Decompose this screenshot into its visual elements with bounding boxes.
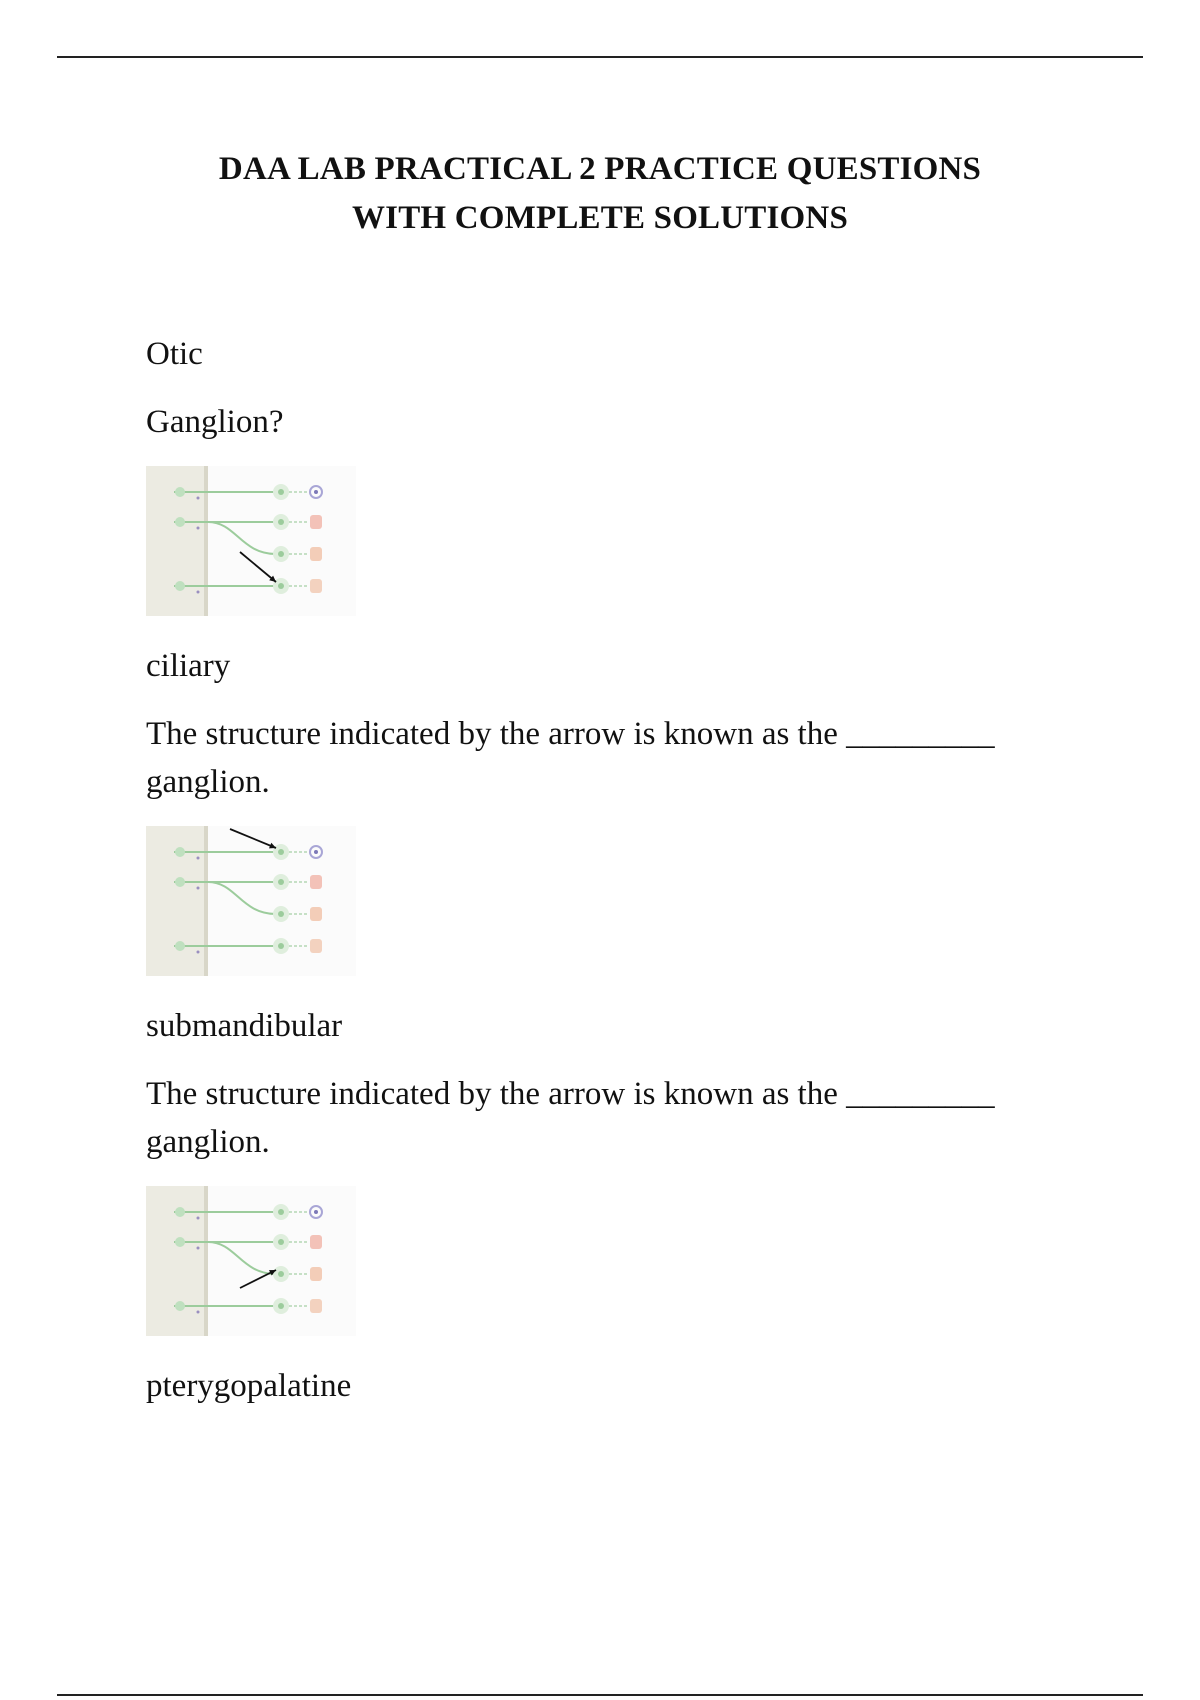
question-text: Ganglion? bbox=[146, 404, 284, 440]
answer-text: submandibular bbox=[146, 1008, 343, 1044]
neuron-body bbox=[175, 877, 185, 887]
neuron-dot bbox=[197, 857, 200, 860]
eye-pupil bbox=[314, 1210, 318, 1214]
question-line-2: ganglion. bbox=[146, 1124, 270, 1160]
ganglion-core bbox=[278, 1303, 284, 1309]
ganglion-core bbox=[278, 879, 284, 885]
ganglion-core bbox=[278, 1271, 284, 1277]
ganglion-core bbox=[278, 911, 284, 917]
ganglia-diagram-icon bbox=[146, 466, 356, 616]
neuron-dot bbox=[197, 1247, 200, 1250]
document-title bbox=[100, 145, 1100, 243]
eye-pupil bbox=[314, 490, 318, 494]
neuron-body bbox=[175, 847, 185, 857]
question-text bbox=[146, 710, 1086, 806]
column-edge bbox=[204, 1186, 208, 1336]
gland-target-icon bbox=[310, 1235, 322, 1249]
neuron-body bbox=[175, 1237, 185, 1247]
neuron-body bbox=[175, 1207, 185, 1217]
header-rule bbox=[57, 56, 1143, 58]
ganglion-core bbox=[278, 489, 284, 495]
neuron-dot bbox=[197, 497, 200, 500]
neuron-dot bbox=[197, 951, 200, 954]
column-edge bbox=[204, 826, 208, 976]
gland-target-icon bbox=[310, 907, 322, 921]
question-line-1: The structure indicated by the arrow is known as the _________ bbox=[146, 1076, 995, 1112]
neuron-body bbox=[175, 581, 185, 591]
ganglion-core bbox=[278, 849, 284, 855]
question-line-1: The structure indicated by the arrow is known as the _________ bbox=[146, 716, 995, 752]
column-edge bbox=[204, 466, 208, 616]
ganglion-core bbox=[278, 1239, 284, 1245]
neuron-body bbox=[175, 1301, 185, 1311]
gland-target-icon bbox=[310, 515, 322, 529]
gland-target-icon bbox=[310, 1267, 322, 1281]
ganglion-core bbox=[278, 519, 284, 525]
neuron-body bbox=[175, 941, 185, 951]
neuron-body bbox=[175, 517, 185, 527]
gland-target-icon bbox=[310, 939, 322, 953]
ganglion-core bbox=[278, 943, 284, 949]
ganglia-diagram-icon bbox=[146, 1186, 356, 1336]
neuron-dot bbox=[197, 887, 200, 890]
ganglion-core bbox=[278, 583, 284, 589]
question-line-2: ganglion. bbox=[146, 764, 270, 800]
answer-text: pterygopalatine bbox=[146, 1368, 352, 1404]
neuron-dot bbox=[197, 527, 200, 530]
document-body bbox=[146, 330, 1086, 1410]
question-text bbox=[146, 1070, 1086, 1166]
title-line-2: WITH COMPLETE SOLUTIONS bbox=[351, 200, 849, 236]
ganglia-diagram-icon bbox=[146, 826, 356, 976]
gland-target-icon bbox=[310, 1299, 322, 1313]
ganglion-core bbox=[278, 551, 284, 557]
neuron-body bbox=[175, 487, 185, 497]
gland-target-icon bbox=[310, 875, 322, 889]
neuron-dot bbox=[197, 1311, 200, 1314]
gland-target-icon bbox=[310, 547, 322, 561]
answer-text: Otic bbox=[146, 336, 203, 372]
ganglion-core bbox=[278, 1209, 284, 1215]
neuron-dot bbox=[197, 591, 200, 594]
gland-target-icon bbox=[310, 579, 322, 593]
footer-rule bbox=[57, 1694, 1143, 1696]
answer-text: ciliary bbox=[146, 648, 231, 684]
eye-pupil bbox=[314, 850, 318, 854]
title-line-1: DAA LAB PRACTICAL 2 PRACTICE QUESTIONS bbox=[218, 151, 982, 187]
neuron-dot bbox=[197, 1217, 200, 1220]
